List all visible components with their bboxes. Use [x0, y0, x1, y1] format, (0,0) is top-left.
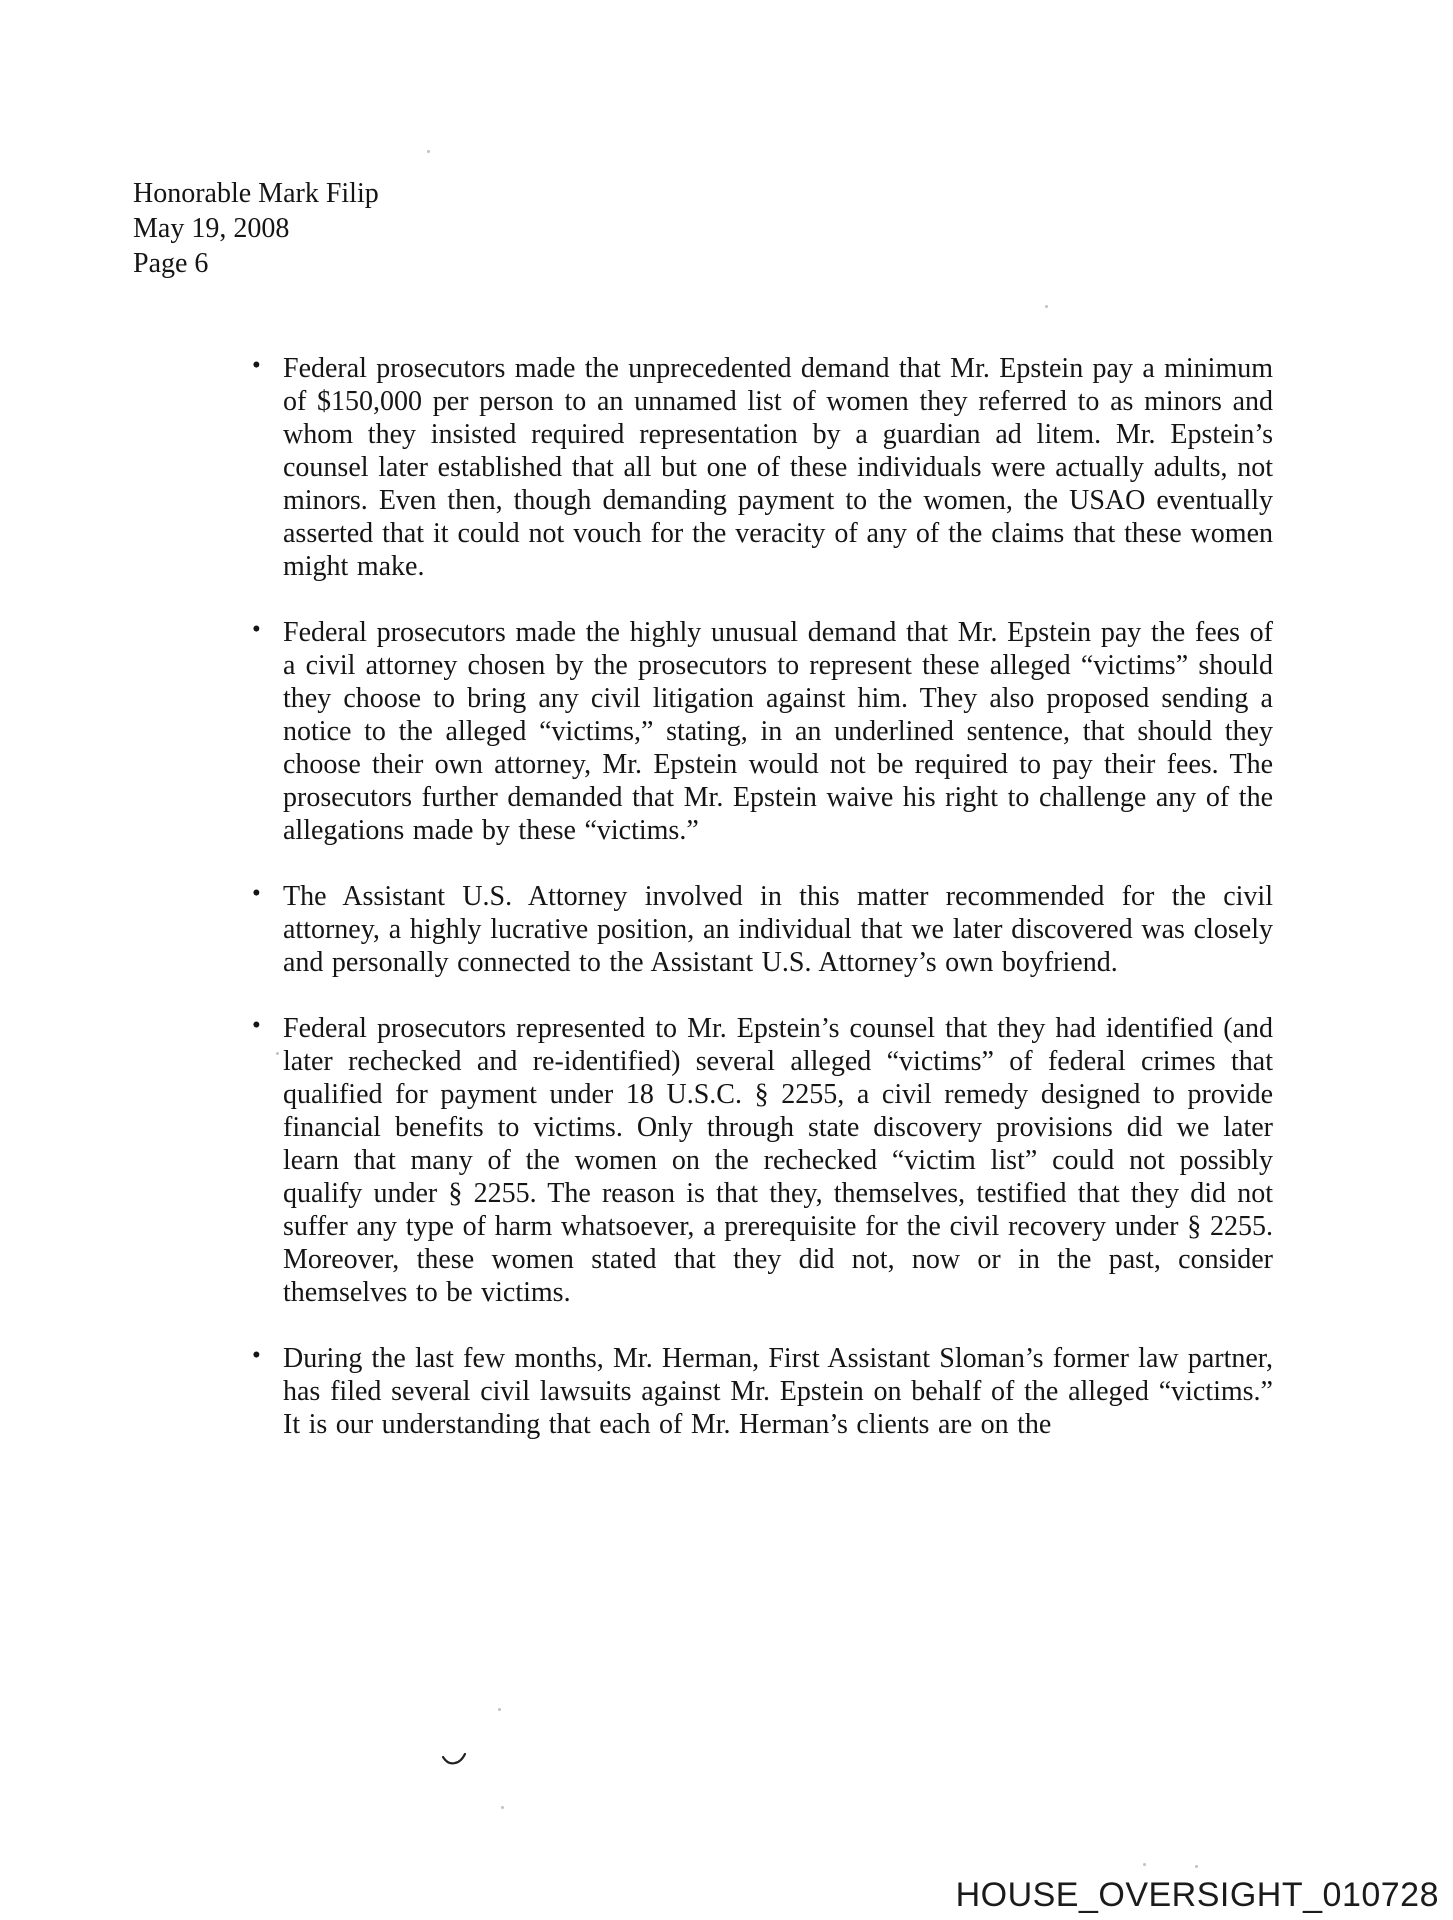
scan-speck [276, 1052, 279, 1055]
bullet-text: The Assistant U.S. Attorney involved in this matter recommended for the civil attorney, a highly lucrative position, an individual that we later discovered was closely and personally connected to the Assistant U.S. Attorney’s own boyfriend. [283, 881, 1273, 978]
bullet-item [252, 1342, 1273, 1441]
bates-stamp: HOUSE_OVERSIGHT_010728 [955, 1876, 1439, 1914]
recipient-name: Honorable Mark Filip [133, 178, 379, 209]
scan-speck [1045, 305, 1048, 308]
bullet-item [252, 352, 1273, 583]
page-number: Page 6 [133, 248, 209, 279]
bullet-text: During the last few months, Mr. Herman, First Assistant Sloman’s former law partner, has filed several civil lawsuits against Mr. Epstein on behalf of the alleged “victims.” It is our understanding that each of Mr. Herman’s clients are on the [283, 1343, 1273, 1440]
scan-speck [498, 1708, 501, 1711]
scan-speck [427, 150, 430, 153]
bullet-item [252, 880, 1273, 979]
bullet-dot-icon: • [252, 616, 261, 643]
bullet-text: Federal prosecutors made the highly unusual demand that Mr. Epstein pay the fees of a civil attorney chosen by the prosecutors to represent these alleged “victims” should they choose to bring any civil litigation against him. They also proposed sending a notice to the alleged “victims,” stating, in an underlined sentence, that should they choose their own attorney, Mr. Epstein would not be required to pay their fees. The prosecutors further demanded that Mr. Epstein waive his right to challenge any of the allegations made by these “victims.” [283, 617, 1273, 846]
scan-speck [1143, 1863, 1146, 1866]
bullet-item [252, 1012, 1273, 1309]
bullet-dot-icon: • [252, 1012, 261, 1039]
letter-header [133, 176, 379, 281]
bullet-text: Federal prosecutors made the unprecedented demand that Mr. Epstein pay a minimum of $150,000 per person to an unnamed list of women they referred to as minors and whom they insisted required representation by a guardian ad litem. Mr. Epstein’s counsel later established that all but one of these individuals were actually adults, not minors. Even then, though demanding payment to the women, the USAO eventually asserted that it could not vouch for the veracity of any of the claims that these women might make. [283, 353, 1273, 582]
bullet-dot-icon: • [252, 880, 261, 907]
scan-speck [1195, 1865, 1198, 1868]
bullet-dot-icon: • [252, 352, 261, 379]
bullet-text: Federal prosecutors represented to Mr. Epstein’s counsel that they had identified (and later rechecked and re-identified) several alleged “victims” of federal crimes that qualified for payment under 18 U.S.C. § 2255, a civil remedy designed to provide financial benefits to victims. Only through state discovery provisions did we later learn that many of the women on the rechecked “victim list” could not possibly qualify under § 2255. The reason is that they, themselves, testified that they did not suffer any type of harm whatsoever, a prerequisite for the civil recovery under § 2255. Moreover, these women stated that they did not, now or in the past, consider themselves to be victims. [283, 1013, 1273, 1308]
pen-squiggle-mark [441, 1750, 467, 1768]
bullet-dot-icon: • [252, 1342, 261, 1369]
letter-date: May 19, 2008 [133, 213, 290, 244]
scan-speck [501, 1806, 504, 1809]
bullet-item [252, 616, 1273, 847]
bullet-list [252, 352, 1273, 1474]
